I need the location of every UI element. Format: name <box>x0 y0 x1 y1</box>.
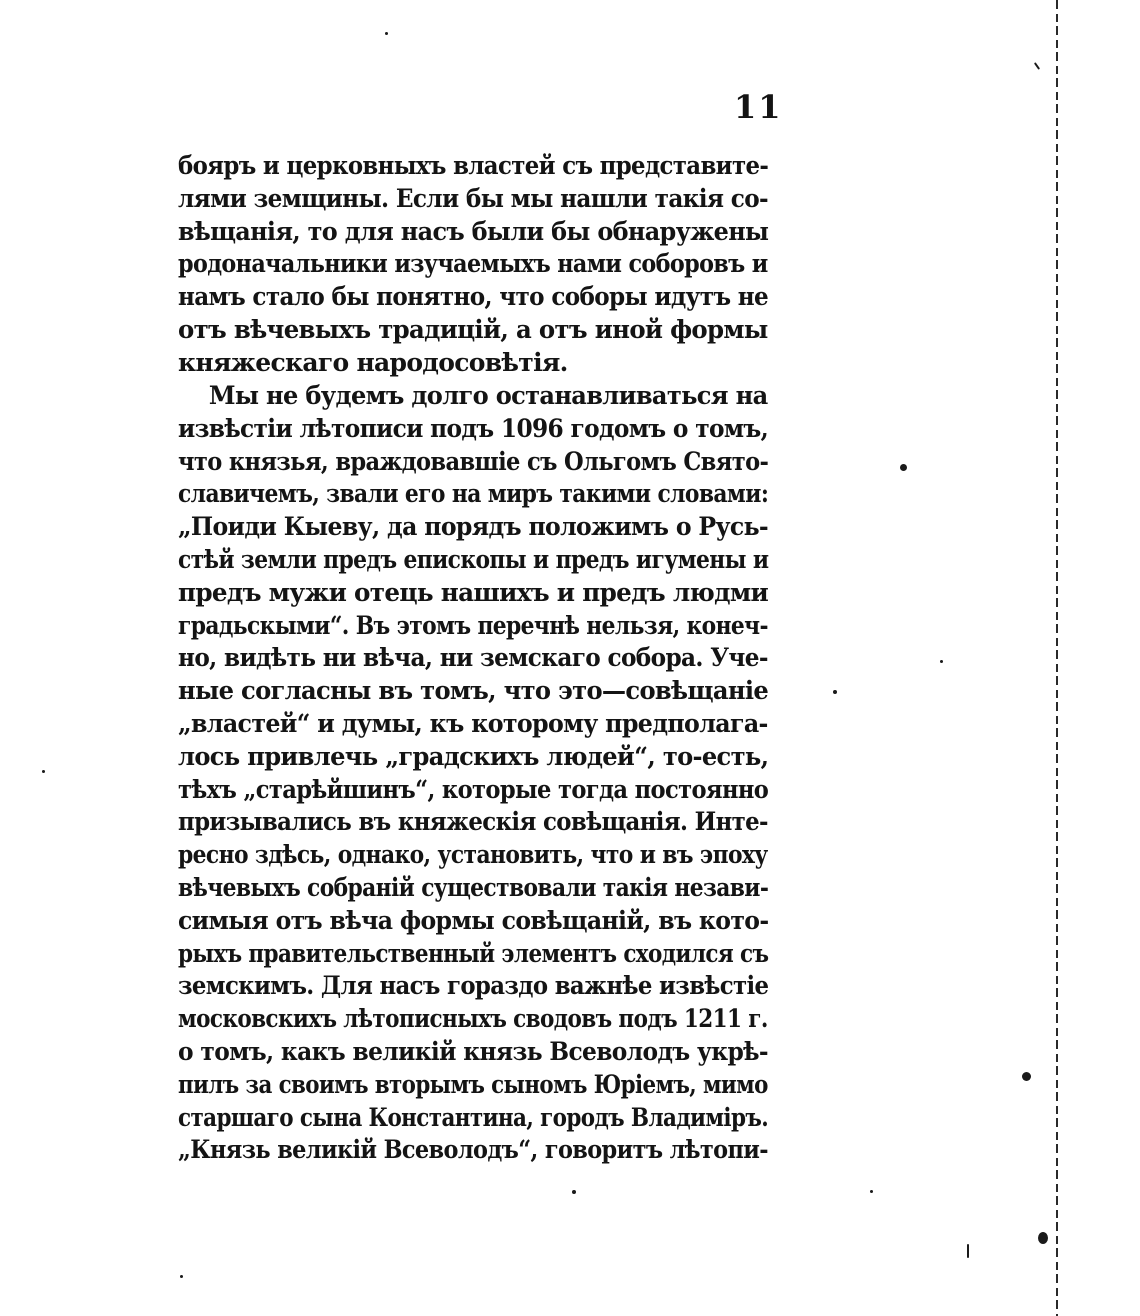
text-line: родоначальники изучаемыхъ нами соборовъ и <box>178 249 768 279</box>
text-line: княжескаго народосовѣтія. <box>178 347 568 377</box>
text-line: земскимъ. Для насъ гораздо важнѣе извѣстіе <box>178 971 769 1001</box>
text-line: ные согласны въ томъ, что это—совѣщаніе <box>178 676 769 706</box>
scan-speck <box>180 1275 183 1278</box>
text-line: московскихъ лѣтописныхъ сводовъ подъ 1211 г. <box>178 1004 768 1034</box>
text-line: о томъ, какъ великій князь Всеволодъ укрѣ- <box>178 1036 768 1066</box>
scan-speck <box>900 464 907 471</box>
text-line: лось привлечь „градскихъ людей“, то-есть, <box>178 741 769 771</box>
scan-speck <box>1038 1232 1048 1244</box>
scan-speck <box>940 660 943 663</box>
scan-speck <box>572 1190 576 1194</box>
text-line: предъ мужи отець нашихъ и предъ людми <box>178 577 769 607</box>
text-line: вѣщанія, то для насъ были бы обнаружены <box>178 216 769 246</box>
text-line: вѣчевыхъ собраній существовали такія незави- <box>178 872 769 902</box>
text-line: Мы не будемъ долго останавливаться на <box>208 381 768 410</box>
text-line: ресно здѣсь, однако, установить, что и въ эпоху <box>178 840 768 870</box>
scan-speck <box>833 690 837 694</box>
text-line: отъ вѣчевыхъ традицій, а отъ иной формы <box>178 314 768 344</box>
text-line: „Поиди Кыеву, да порядъ положимъ о Русь- <box>178 512 769 542</box>
text-line: лями земщины. Если бы мы нашли такія со- <box>178 183 768 213</box>
scan-speck <box>42 770 45 773</box>
text-line: старшаго сына Константина, городъ Владиміръ. <box>178 1102 769 1132</box>
text-line: призывались въ княжескія совѣщанія. Инте- <box>178 807 768 837</box>
scan-speck <box>385 32 388 35</box>
text-line: симыя отъ вѣча формы совѣщаній, въ кото- <box>178 905 769 935</box>
scan-speck <box>870 1190 873 1193</box>
text-line: славичемъ, звали его на миръ такими словами: <box>178 479 769 509</box>
text-line: но, видѣть ни вѣча, ни земскаго собора. Уче- <box>178 643 768 673</box>
text-line: тѣхъ „старѣйшинъ“, которые тогда постоянно <box>178 774 769 804</box>
text-line: „Князь великій Всеволодъ“, говоритъ лѣтопи- <box>178 1135 768 1165</box>
page-edge-line <box>1056 0 1058 1316</box>
text-line: извѣстіи лѣтописи подъ 1096 годомъ о томъ, <box>178 413 769 443</box>
page-number: 11 <box>734 88 783 126</box>
scan-speck <box>967 1244 969 1258</box>
text-line: стѣй земли предъ епископы и предъ игумены и <box>178 544 769 574</box>
text-line: бояръ и церковныхъ властей съ представите- <box>178 151 769 180</box>
text-line: рыхъ правительственный элементъ сходился съ <box>178 938 769 968</box>
paragraph-2 <box>178 380 768 1167</box>
text-line: намъ стало бы понятно, что соборы идутъ не <box>178 282 769 312</box>
text-line: что князья, враждовавшіе съ Ольгомъ Свято- <box>178 446 769 476</box>
scan-speck <box>1022 1072 1031 1081</box>
scan-speck <box>1034 62 1040 70</box>
text-line: пилъ за своимъ вторымъ сыномъ Юріемъ, мимо <box>178 1069 768 1099</box>
text-line: градьскыми“. Въ этомъ перечнѣ нельзя, конеч- <box>178 610 768 640</box>
text-line: „властей“ и думы, къ которому предполага- <box>178 708 768 738</box>
paragraph-1 <box>178 150 768 380</box>
